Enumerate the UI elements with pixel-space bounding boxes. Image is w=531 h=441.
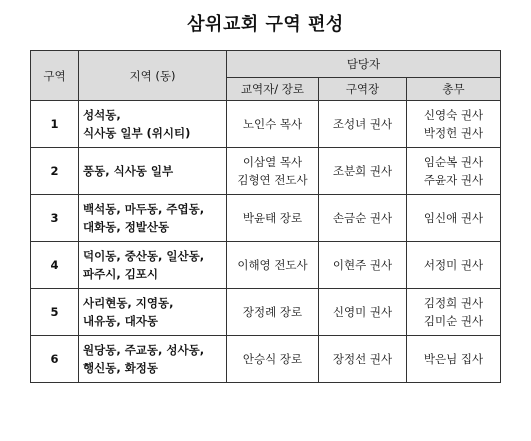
teacher-cell [227, 101, 319, 148]
leader-cell [319, 195, 407, 242]
table-row [31, 148, 501, 195]
leader-cell-line: 조성녀 권사 [332, 117, 393, 131]
region-cell-line: 대화동, 정발산동 [83, 220, 170, 234]
region-cell-line: 원당동, 주교동, 성사동, [83, 343, 205, 357]
leader-cell-line: 조분희 권사 [332, 164, 393, 178]
treasurer-cell [407, 289, 501, 336]
treasurer-cell-line: 임순복 권사 [423, 155, 484, 169]
region-cell [79, 289, 227, 336]
table-row [31, 101, 501, 148]
region-cell [79, 242, 227, 289]
teacher-cell-line: 김형연 전도사 [237, 173, 308, 187]
table-row [31, 242, 501, 289]
leader-cell [319, 148, 407, 195]
treasurer-cell-line: 김미순 권사 [423, 314, 484, 328]
treasurer-cell [407, 242, 501, 289]
teacher-cell-line: 이삼열 목사 [242, 155, 303, 169]
leader-cell-line: 장정선 권사 [332, 352, 393, 366]
header-teacher: 교역자/ 장로 [227, 78, 319, 101]
region-cell-line: 사리현동, 지영동, [83, 296, 174, 310]
header-region: 지역 (동) [79, 51, 227, 101]
district-number: 3 [31, 195, 79, 242]
leader-cell [319, 242, 407, 289]
table-row [31, 289, 501, 336]
treasurer-cell [407, 336, 501, 383]
region-cell [79, 195, 227, 242]
document-title: 삼위교회 구역 편성 [187, 14, 344, 35]
leader-cell-line: 손금순 권사 [332, 211, 393, 225]
region-cell [79, 148, 227, 195]
table-row [31, 195, 501, 242]
teacher-cell [227, 289, 319, 336]
teacher-cell-line: 이해영 전도사 [237, 258, 308, 272]
teacher-cell [227, 195, 319, 242]
leader-cell [319, 101, 407, 148]
leader-cell-line: 이현주 권사 [332, 258, 393, 272]
header-district: 구역 [31, 51, 79, 101]
region-cell-line: 백석동, 마두동, 주엽동, [83, 202, 205, 216]
header-row-top [31, 51, 501, 78]
leader-cell [319, 336, 407, 383]
teacher-cell [227, 148, 319, 195]
region-cell-line: 식사동 일부 (위시티) [83, 126, 191, 140]
treasurer-cell-line: 박은님 집사 [423, 352, 484, 366]
region-cell-line: 내유동, 대자동 [83, 314, 159, 328]
teacher-cell [227, 336, 319, 383]
treasurer-cell [407, 195, 501, 242]
district-number: 2 [31, 148, 79, 195]
leader-cell [319, 289, 407, 336]
district-number: 6 [31, 336, 79, 383]
treasurer-cell-line: 신영숙 권사 [423, 108, 484, 122]
district-assignment-table [30, 50, 501, 383]
header-treasurer: 총무 [407, 78, 501, 101]
district-number: 1 [31, 101, 79, 148]
treasurer-cell [407, 148, 501, 195]
teacher-cell [227, 242, 319, 289]
region-cell-line: 덕이동, 중산동, 일산동, [83, 249, 205, 263]
district-number: 4 [31, 242, 79, 289]
treasurer-cell-line: 서정미 권사 [423, 258, 484, 272]
teacher-cell-line: 박윤태 장로 [242, 211, 303, 225]
region-cell-line: 파주시, 김포시 [83, 267, 159, 281]
treasurer-cell [407, 101, 501, 148]
treasurer-cell-line: 박정헌 권사 [423, 126, 484, 140]
header-in-charge: 담당자 [227, 51, 501, 78]
header-leader: 구역장 [319, 78, 407, 101]
leader-cell-line: 신영미 권사 [332, 305, 393, 319]
region-cell [79, 336, 227, 383]
treasurer-cell-line: 임신애 권사 [423, 211, 484, 225]
region-cell-line: 풍동, 식사동 일부 [83, 164, 174, 178]
treasurer-cell-line: 김정희 권사 [423, 296, 484, 310]
region-cell-line: 행신동, 화정동 [83, 361, 159, 375]
region-cell [79, 101, 227, 148]
teacher-cell-line: 노인수 목사 [242, 117, 303, 131]
table-body [31, 101, 501, 383]
district-number: 5 [31, 289, 79, 336]
treasurer-cell-line: 주윤자 권사 [423, 173, 484, 187]
teacher-cell-line: 장정례 장로 [242, 305, 303, 319]
region-cell-line: 성석동, [83, 108, 121, 122]
table-row [31, 336, 501, 383]
teacher-cell-line: 안승식 장로 [242, 352, 303, 366]
